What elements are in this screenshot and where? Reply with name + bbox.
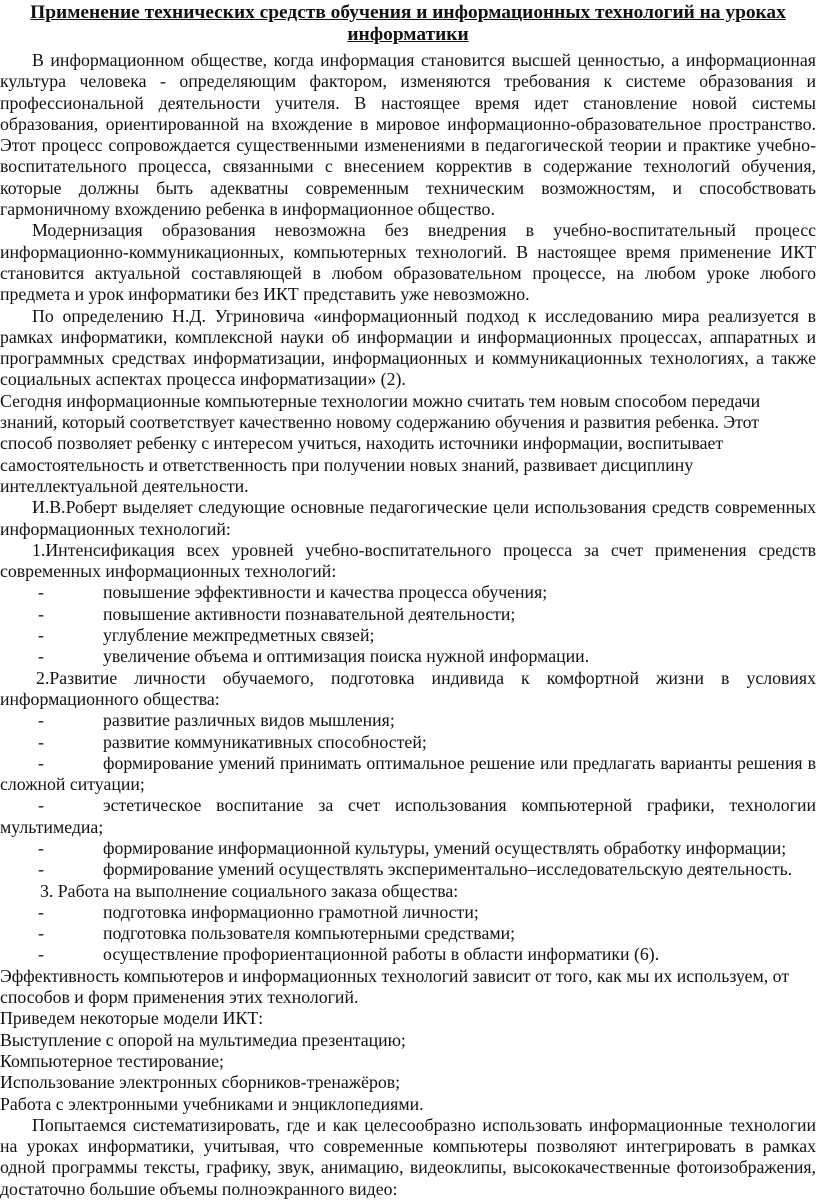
goal-3-heading: 3. Работа на выполнение социального заказа общества: xyxy=(40,880,459,901)
paragraph-robert-goals: И.В.Роберт выделяет следующие основные педагогические цели использования средств современных информационных технологий: xyxy=(0,497,816,539)
model-item: Выступление с опорой на мультимедиа презентацию; xyxy=(0,1029,406,1050)
model-item: Использование электронных сборников-тренажёров; xyxy=(0,1072,401,1093)
paragraph-ugrinovich-definition: По определению Н.Д. Угриновича «информационный подход к исследованию мира реализуется в рамках информатики, комплексной науки об информации и информационных процессах, аппаратных и программных средствах информатизации, информационных и коммуникационных технологиях, а также социальных аспектах процесса информатизации» (2). xyxy=(0,305,816,390)
list-item: - формирование умений осуществлять экспериментально–исследовательскую деятельность. xyxy=(38,859,793,880)
paragraph-effectiveness: Эффективность компьютеров и информационных технологий зависит от того, как мы их используем, от способов и форм применения этих технологий. xyxy=(0,965,790,1008)
goal-2-list xyxy=(0,710,816,880)
list-item: - формирование умений принимать оптимальное решение или предлагать варианты решения в сложной ситуации; xyxy=(0,752,816,795)
list-item: - повышение активности познавательной деятельности; xyxy=(38,603,516,624)
goal-1-heading: 1.Интенсификация всех уровней учебно-воспитательного процесса за счет применения средств современных информационных технологий: xyxy=(0,539,816,582)
list-item: - подготовка информационно грамотной личности; xyxy=(38,901,479,922)
list-item: - формирование информационной культуры, умений осуществлять обработку информации; xyxy=(38,837,787,858)
paragraph-modernization: Модернизация образования невозможна без внедрения в учебно-воспитательный процесс информационно-коммуникационных, компьютерных технологий. В настоящее время применение ИКТ становится актуальной составляющей в любом образовательном процессе, на любом уроке любого предмета и урок информатики без ИКТ представить уже невозможно. xyxy=(0,220,816,305)
model-item: Работа с электронными учебниками и энциклопедиями. xyxy=(0,1093,424,1114)
list-item: - развитие различных видов мышления; xyxy=(38,710,395,731)
list-item: - углубление межпредметных связей; xyxy=(38,625,375,646)
goal-3-list xyxy=(0,902,816,966)
list-item: - эстетическое воспитание за счет использования компьютерной графики, технологии мультимедиа; xyxy=(0,795,816,837)
list-item: - подготовка пользователя компьютерными средствами; xyxy=(38,923,516,944)
list-item: - увеличение объема и оптимизация поиска нужной информации. xyxy=(38,646,590,667)
list-item: - повышение эффективности и качества процесса обучения; xyxy=(38,582,548,603)
list-item: - развитие коммуникативных способностей; xyxy=(38,731,427,752)
paragraph-ict-today: Сегодня информационные компьютерные технологии можно считать тем новым способом передачи знаний, который соответствует качественно новому содержанию обучения и развития ребенка. Этот способ позволяет ребенку с интересом учиться, находить источники информации, воспитывает самостоятельность и ответственность при получении новых знаний, развивает дисциплину интеллектуальной деятельности. xyxy=(0,390,761,496)
paragraph-systematize: Попытаемся систематизировать, где и как целесообразно использовать информационные технологии на уроках информатики, учитывая, что современные компьютеры позволяют интегрировать в рамках одной программы тексты, графику, звук, анимацию, видеоклипы, высококачественные фотоизображения, достаточно большие объемы полноэкранного видео: xyxy=(0,1114,816,1199)
goal-1-list xyxy=(0,582,816,667)
document-title: Применение технических средств обучения и информационных технологий на уроках информатики xyxy=(30,2,786,45)
goal-2-heading: 2.Развитие личности обучаемого, подготовка индивида к комфортной жизни в условиях информационного общества: xyxy=(0,667,816,709)
list-item: - осуществление профориентационной работы в области информатики (6). xyxy=(38,944,660,965)
models-intro: Приведем некоторые модели ИКТ: xyxy=(0,1008,264,1029)
model-item: Компьютерное тестирование; xyxy=(0,1050,224,1071)
paragraph-information-society: В информационном обществе, когда информация становится высшей ценностью, а информационная культура человека - определяющим фактором, изменяются требования к системе образования и профессиональной деятельности учителя. В настоящее время идет становление новой системы образования, ориентированной на вхождение в мировое информационно-образовательное пространство. Этот процесс сопровождается существенными изменениями в педагогической теории и практике учебно-воспитательного процесса, связанными с внесением корректив в содержание технологий обучения, которые должны быть адекватны современным техническим возможностям, и способствовать гармоничному вхождению ребенка в информационное общество. xyxy=(0,50,816,220)
